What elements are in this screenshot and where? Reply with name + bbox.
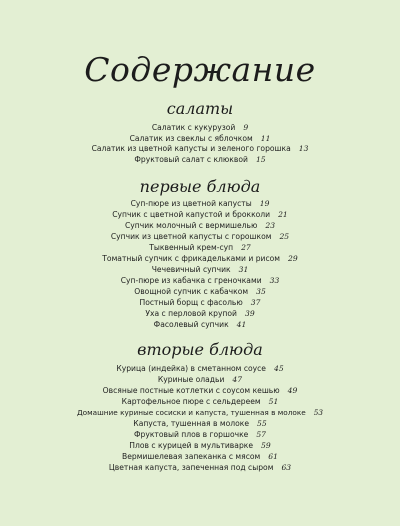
entry-title: Супчик с цветной капустой и брокколи	[112, 210, 271, 219]
page-title: Содержание	[84, 50, 316, 89]
entry-title: Курица (индейка) в сметанном соусе	[116, 364, 266, 373]
entry-title: Фруктовый плов в горшочке	[133, 430, 249, 439]
entry-page-number: 19	[259, 199, 270, 208]
entry-title: Салатик из цветной капусты и зеленого горошка	[91, 144, 291, 153]
entry-page-number: 39	[244, 309, 255, 318]
entry-page-number: 11	[260, 134, 271, 143]
toc-entry[interactable]	[0, 155, 400, 165]
entry-page-number: 41	[236, 320, 247, 329]
section-heading-main-courses: вторые блюда	[137, 340, 263, 359]
entry-title: Картофельное пюре с сельдереем	[121, 397, 261, 406]
entry-page-number: 25	[279, 232, 290, 241]
entry-page-number: 57	[256, 430, 267, 439]
toc-entry[interactable]	[0, 375, 400, 385]
section-heading-first-courses: первые блюда	[139, 177, 261, 196]
entry-page-number: 21	[278, 210, 288, 219]
entry-page-number: 9	[243, 123, 249, 132]
toc-entry[interactable]	[0, 276, 400, 286]
entry-title: Постный борщ с фасолью	[139, 298, 243, 307]
toc-entry[interactable]	[0, 134, 400, 144]
toc-entry[interactable]	[0, 408, 400, 418]
entry-title: Куриные оладьи	[157, 375, 225, 384]
toc-entry[interactable]	[0, 144, 400, 154]
toc-entry[interactable]	[0, 430, 400, 440]
entry-page-number: 51	[268, 397, 279, 406]
toc-entry[interactable]	[0, 419, 400, 429]
toc-entry[interactable]	[0, 298, 400, 308]
entry-page-number: 23	[265, 221, 276, 230]
entry-title: Уха с перловой крупой	[145, 309, 237, 318]
toc-entry[interactable]	[0, 265, 400, 275]
entry-title: Капуста, тушенная в молоке	[133, 419, 250, 428]
toc-entry[interactable]	[0, 320, 400, 330]
toc-entry[interactable]	[0, 243, 400, 253]
entry-page-number: 47	[232, 375, 243, 384]
entry-title: Домашние куриные сосиски и капуста, тушенная в молоке	[76, 408, 306, 417]
entry-title: Плов с курицей в мультиварке	[129, 441, 254, 450]
entry-page-number: 53	[313, 408, 324, 417]
entry-page-number: 31	[238, 265, 249, 274]
entry-page-number: 35	[256, 287, 266, 296]
entry-title: Салатик из свеклы с яблочком	[129, 134, 253, 143]
entry-title: Суп-пюре из цветной капусты	[130, 199, 252, 208]
entry-page-number: 15	[255, 155, 266, 164]
toc-entry[interactable]	[0, 463, 400, 473]
entry-title: Фасолевый супчик	[153, 320, 229, 329]
entry-page-number: 33	[269, 276, 280, 285]
section-heading-salads: салаты	[166, 99, 234, 118]
entry-page-number: 63	[281, 463, 292, 472]
entry-page-number: 29	[288, 254, 298, 263]
entry-page-number: 59	[261, 441, 271, 450]
entry-title: Тыквенный крем-суп	[149, 243, 234, 252]
entry-title: Супчик молочный с вермишелью	[124, 221, 258, 230]
entry-title: Супчик из цветной капусты с горошком	[110, 232, 272, 241]
entry-page-number: 13	[298, 144, 309, 153]
toc-entry[interactable]	[0, 199, 400, 209]
entry-title: Овсяные постные котлетки с соусом кешью	[102, 386, 280, 395]
entry-title: Чечевичный супчик	[151, 265, 231, 274]
entry-page-number: 55	[257, 419, 267, 428]
toc-entry[interactable]	[0, 210, 400, 220]
entry-title: Фруктовый салат с клюквой	[134, 155, 248, 164]
entry-title: Томатный супчик с фрикадельками и рисом	[102, 254, 281, 263]
entry-title: Суп-пюре из кабачка с греночками	[120, 276, 262, 285]
entry-title: Салатик с кукурузой	[151, 123, 236, 132]
entry-page-number: 61	[268, 452, 278, 461]
toc-entry[interactable]	[0, 364, 400, 374]
toc-entry[interactable]	[0, 221, 400, 231]
toc-entry[interactable]	[0, 232, 400, 242]
entry-title: Вермишелевая запеканка с мясом	[122, 452, 261, 461]
toc-entry[interactable]	[0, 386, 400, 396]
toc-entry[interactable]	[0, 397, 400, 407]
toc-entry[interactable]	[0, 123, 400, 133]
toc-entry[interactable]	[0, 452, 400, 462]
entry-title: Цветная капуста, запеченная под сыром	[108, 463, 274, 472]
entry-title: Овощной супчик с кабачком	[134, 287, 249, 296]
toc-entry[interactable]	[0, 309, 400, 319]
entry-page-number: 45	[273, 364, 284, 373]
toc-entry[interactable]	[0, 254, 400, 264]
toc-entry[interactable]	[0, 287, 400, 297]
entry-page-number: 49	[287, 386, 298, 395]
entry-page-number: 27	[241, 243, 251, 252]
entry-page-number: 37	[250, 298, 261, 307]
toc-entry[interactable]	[0, 441, 400, 451]
